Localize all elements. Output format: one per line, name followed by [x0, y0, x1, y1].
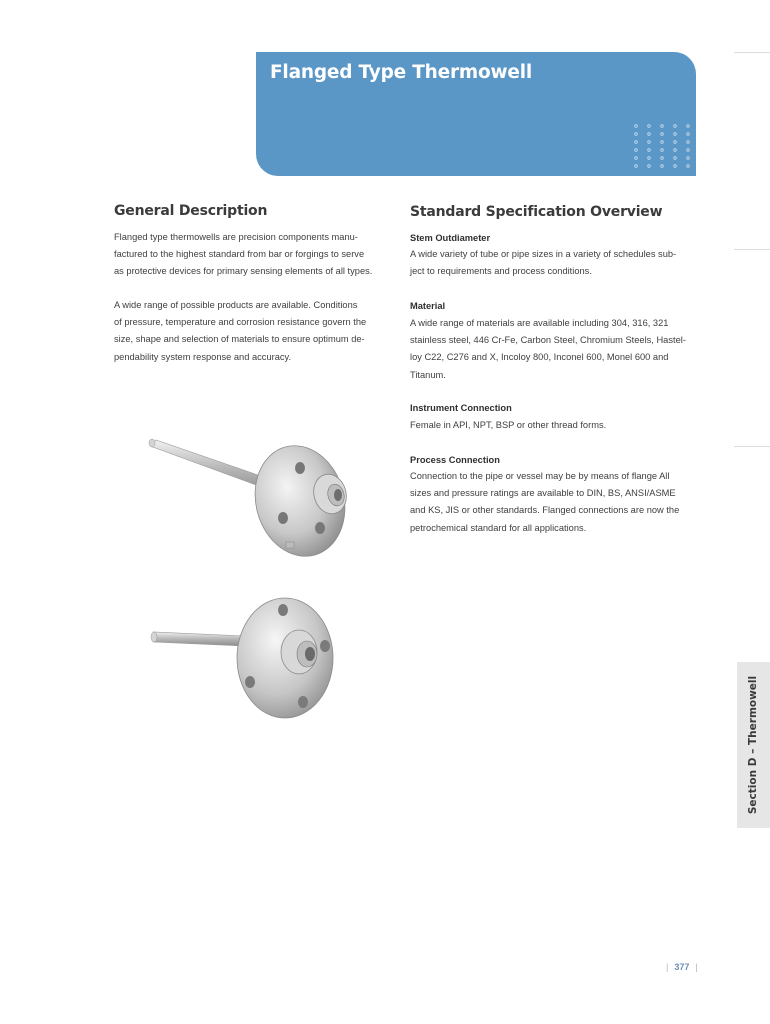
page-title: Flanged Type Thermowell [270, 62, 532, 83]
title-banner [256, 52, 696, 176]
general-description-paragraph-1 [114, 229, 401, 281]
margin-rule [734, 52, 770, 53]
spec-title-instrument-connection: Instrument Connection [410, 403, 512, 413]
text-line: petrochemical standard for all applications. [410, 522, 587, 533]
margin-rule [734, 249, 770, 250]
text-line: size, shape and selection of materials to ensure optimum de- [114, 334, 365, 345]
text-line: and KS, JIS or other standards. Flanged connections are now the [410, 505, 680, 516]
thermowell-photo-2 [145, 596, 355, 731]
text-line: Flanged type thermowells are precision components manu- [114, 232, 358, 242]
divider: | [666, 962, 669, 972]
decorative-dot-grid [632, 122, 696, 172]
margin-rule [734, 446, 770, 447]
general-description-heading: General Description [114, 203, 268, 219]
spec-body-material [410, 315, 697, 384]
text-line: ject to requirements and process conditions. [410, 266, 592, 277]
text-line: factured to the highest standard from bar or forgings to serve [114, 249, 365, 260]
page-number-footer [660, 962, 704, 972]
text-line: as protective devices for primary sensing elements of all types. [114, 266, 373, 277]
spec-overview-heading: Standard Specification Overview [410, 204, 663, 220]
section-side-tab-label: Section D – Thermowell [747, 675, 759, 815]
spec-title-stem-outdiameter: Stem Outdiameter [410, 233, 491, 243]
text-line: sizes and pressure ratings are available to DIN, BS, ANSI/ASME [410, 488, 676, 499]
text-line: A wide variety of tube or pipe sizes in a variety of schedules sub- [410, 249, 677, 259]
general-description-paragraph-2 [114, 297, 401, 366]
text-line: loy C22, C276 and X, Incoloy 800, Inconel 600, Monel 600 and [410, 352, 669, 363]
page-number: 377 [674, 962, 690, 972]
spec-body-instrument-connection [410, 417, 697, 434]
text-line: pendability system response and accuracy. [114, 351, 292, 362]
text-line: A wide range of materials are available including 304, 316, 321 [410, 318, 669, 328]
spec-title-process-connection: Process Connection [410, 455, 500, 465]
text-line: A wide range of possible products are available. Conditions [114, 300, 358, 310]
text-line: Titanum. [410, 369, 446, 380]
text-line: Connection to the pipe or vessel may be by means of flange All [410, 471, 670, 481]
text-line: of pressure, temperature and corrosion resistance govern the [114, 317, 367, 328]
spec-body-process-connection [410, 468, 697, 537]
divider: | [695, 962, 698, 972]
text-line: stainless steel, 446 Cr-Fe, Carbon Steel, Chromium Steels, Hastel- [410, 335, 686, 346]
thermowell-photo-1 [140, 428, 370, 568]
section-side-tab [737, 662, 770, 828]
spec-body-stem-outdiameter [410, 246, 697, 280]
spec-title-material: Material [410, 301, 446, 311]
text-line: Female in API, NPT, BSP or other thread forms. [410, 420, 607, 430]
